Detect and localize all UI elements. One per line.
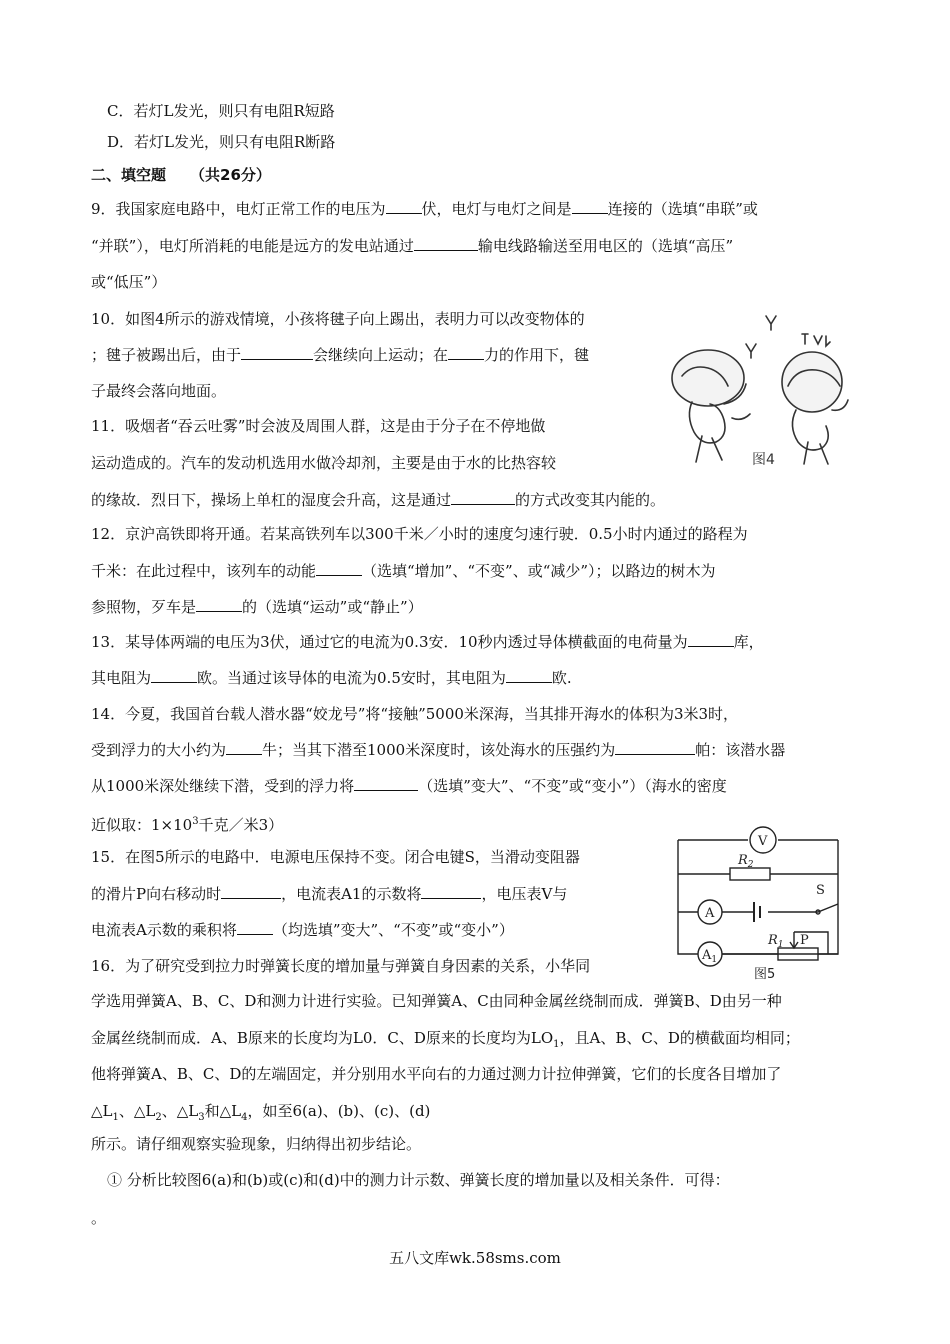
q16-delta-3: 、△L (161, 1102, 199, 1120)
q11-line2: 运动造成的。汽车的发动机选用水做冷却剂，主要是由于水的比热容较 (91, 454, 557, 472)
q12-line3 (91, 597, 423, 617)
q14-text-2: 牛；当其下潜至1000米深度时，该处海水的压强约为 (262, 741, 616, 759)
q12-line2 (91, 561, 716, 581)
section-title: 二、填空题 (91, 166, 167, 184)
q16-delta-2: 、△L (118, 1102, 156, 1120)
q12-text-3: 参照物，歹车是 (91, 598, 197, 616)
q16-line5 (91, 1101, 430, 1128)
q14-text-5: （选填”变大”、“不变”或“变小”）（海水的密度 (418, 777, 727, 795)
q9-line3: 或“低压”） (91, 273, 167, 291)
q13-blank-2[interactable] (151, 668, 197, 683)
q10-line1: 10．如图4所示的游戏情境，小孩将毽子向上踢出，表明力可以改变物体的 (91, 310, 585, 328)
q11-line1: 11．吸烟者“吞云吐雾”时会波及周围人群，这是由于分子在不停地做 (91, 417, 546, 435)
r1-label: $R_1$ (768, 933, 784, 950)
figure-4-label: 图4 (752, 452, 775, 468)
q15-text-5: （均选填”变大”、“不变”或“变小”） (272, 921, 514, 939)
q12-blank-2[interactable] (196, 597, 242, 612)
q14-text-6: 近似取：1×10 (91, 816, 193, 834)
q14-line4 (91, 812, 283, 835)
q9-text-2: 伏，电灯与电灯之间是 (421, 200, 572, 218)
q16-line2: 学选用弹簧A、B、C、D和测力计进行实验。已知弹簧A、C由同种金属丝绕制而成．弹簧B、D由另一种 (91, 992, 782, 1010)
q16-line7: ① 分析比较图6(a)和(b)或(c)和(d)中的测力计示数、弹簧长度的增加量以及相关条件．可得： (107, 1171, 730, 1189)
q12-line1: 12．京沪高铁即将开通。若某高铁列车以300千米／小时的速度匀速行驶．0.5小时内通过的路程为 (91, 525, 748, 543)
q14-exponent: 3 (192, 816, 199, 827)
q15-line2 (91, 884, 567, 904)
ammeter-label: A (705, 906, 715, 921)
q14-text-4: 从1000米深处继续下潜，受到的浮力将 (91, 777, 355, 795)
q13-text-5: 欧. (551, 669, 572, 687)
q10-blank-1[interactable] (241, 345, 313, 360)
q15-blank-2[interactable] (421, 884, 481, 899)
q15-text-4: 电流表A示数的乘积将 (91, 921, 237, 939)
q16-line8: 。 (91, 1209, 107, 1227)
q9-text-5: 输电线路输送至用电区的（选填“高压” (477, 237, 734, 255)
q10-text-1: ；毽子被踢出后，由于 (91, 346, 242, 364)
figure-5-label: 图5 (754, 967, 776, 982)
option-d: D．若灯L发光，则只有电阻R断路 (107, 133, 336, 151)
q11-text-2: 的方式改变其内能的。 (515, 491, 666, 509)
q11-text-1: 的缘故．烈日下，操场上单杠的湿度会升高，这是通过 (91, 491, 452, 509)
q16-line1: 16．为了研究受到拉力时弹簧长度的增加量与弹簧自身因素的关系，小华同 (91, 957, 591, 975)
q14-text-7: 千克／米3） (198, 816, 284, 834)
q10-text-2: 会继续向上运动；在 (313, 346, 449, 364)
q9-blank-2[interactable] (572, 199, 608, 214)
q9-text-1: 9．我国家庭电路中，电灯正常工作的电压为 (91, 200, 386, 218)
q9-line2 (91, 236, 733, 256)
q14-blank-2[interactable] (615, 740, 695, 755)
q9-blank-3[interactable] (414, 236, 478, 251)
q9-line1 (91, 199, 758, 219)
q15-text-3: ，电压表V与 (481, 885, 568, 903)
q10-text-3: 力的作用下，毽 (484, 346, 590, 364)
q13-blank-1[interactable] (688, 632, 734, 647)
section-points: （共26分） (190, 166, 271, 184)
section-heading (91, 165, 271, 185)
q14-line1: 14．今夏，我国首台载人潜水器“姣龙号”将“接触”5000米深海，当其排开海水的体积为3米3时， (91, 705, 739, 723)
footer-watermark: 五八文库wk.58sms.com (389, 1249, 561, 1267)
q16-sub-2: 2 (155, 1112, 162, 1123)
r2-label: $R_2$ (738, 853, 754, 870)
q15-blank-3[interactable] (237, 920, 273, 935)
q16-delta-4: 和△L (204, 1102, 242, 1120)
q16-sub-1: 1 (112, 1112, 119, 1123)
ammeter-a1-label: $A_1$ (702, 948, 718, 965)
q14-text-3: 帕：该潜水器 (695, 741, 786, 759)
q9-text-3: 连接的（选填“串联”或 (607, 200, 758, 218)
q15-line3 (91, 920, 514, 940)
q14-line3 (91, 776, 727, 796)
q12-blank-1[interactable] (316, 561, 362, 576)
switch-label: S (816, 883, 825, 898)
q14-text-1: 受到浮力的大小约为 (91, 741, 227, 759)
q15-line1: 15．在图5所示的电路中．电源电压保持不变。闭合电键S，当滑动变阻器 (91, 848, 580, 866)
q13-blank-3[interactable] (506, 668, 552, 683)
q13-line1 (91, 632, 764, 652)
q15-text-2: ，电流表A1的示数将 (281, 885, 422, 903)
option-c: C．若灯L发光，则只有电阻R短路 (107, 102, 335, 120)
q16-sub-4: 4 (241, 1112, 248, 1123)
q12-text-2: （选填“增加”、“不变”、或“减少”）；以路边的树木为 (362, 562, 716, 580)
q16-line4: 他将弹簧A、B、C、D的左端固定，并分别用水平向右的力通过测力计拉伸弹簧，它们的长度各目增加了 (91, 1065, 782, 1083)
q14-blank-3[interactable] (354, 776, 418, 791)
q14-line2 (91, 740, 785, 760)
q13-text-2: 库， (733, 633, 764, 651)
q13-line2 (91, 668, 572, 688)
q16-line6: 所示。请仔细观察实验现象，归纳得出初步结论。 (91, 1135, 422, 1153)
q16-delta-1: △L (91, 1102, 113, 1120)
q12-text-4: 的（选填“运动”或“静止”） (242, 598, 423, 616)
figure-5 (668, 818, 868, 984)
q16-line3 (91, 1028, 800, 1055)
q16-text-3: ，如至6(a)、(b)、(c)、(d) (247, 1102, 431, 1120)
q13-text-4: 欧。当通过该导体的电流为0.5安时，其电阻为 (197, 669, 506, 687)
q16-sub-3: 3 (198, 1112, 205, 1123)
q10-line3: 子最终会落向地面。 (91, 382, 227, 400)
shuttlecock-icon (766, 316, 776, 330)
q10-line2 (91, 345, 589, 365)
q10-blank-2[interactable] (448, 345, 484, 360)
voltmeter-label: V (758, 834, 768, 849)
q11-line3 (91, 490, 665, 510)
q15-text-1: 的滑片P向右移动时 (91, 885, 222, 903)
q12-text-1: 千米：在此过程中，该列车的动能 (91, 562, 317, 580)
q15-blank-1[interactable] (221, 884, 281, 899)
q14-blank-1[interactable] (226, 740, 262, 755)
slider-p-label: P (800, 933, 809, 948)
q9-blank-1[interactable] (386, 199, 422, 214)
q11-blank-1[interactable] (451, 490, 515, 505)
q13-text-1: 13．某导体两端的电压为3伏，通过它的电流为0.3安．10秒内透过导体横截面的电荷量为 (91, 633, 688, 651)
figure-4 (662, 306, 862, 472)
q16-subscript: 1 (553, 1039, 560, 1050)
q13-text-3: 其电阻为 (91, 669, 152, 687)
q9-text-4: “并联”），电灯所消耗的电能是远方的发电站通过 (91, 237, 414, 255)
q16-text-1: 金属丝绕制而成．A、B原来的长度均为L0．C、D原来的长度均为LO (91, 1029, 554, 1047)
q16-text-2: ，且A、B、C、D的横截面均相同； (559, 1029, 800, 1047)
